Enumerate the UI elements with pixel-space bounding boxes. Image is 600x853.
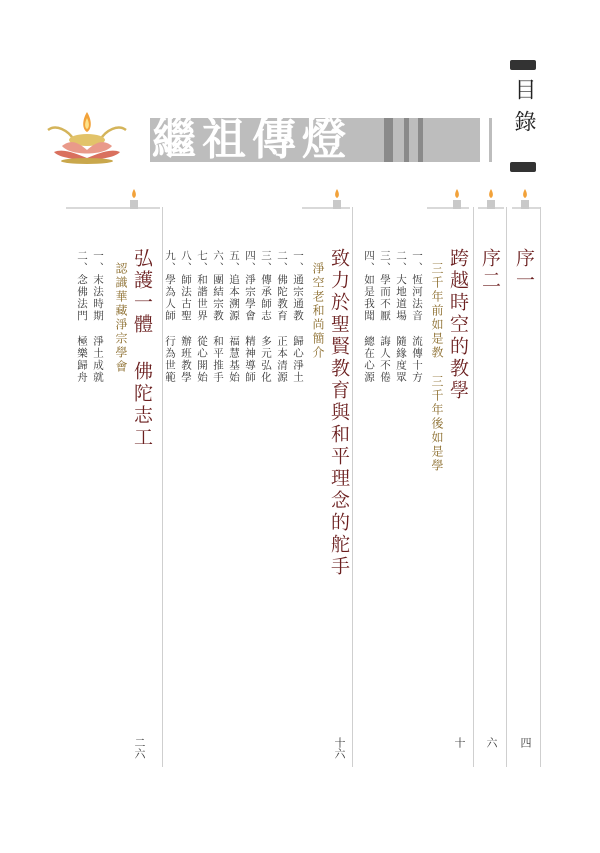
toc-list-item[interactable]: 九、學為人師 行為世範: [164, 250, 176, 384]
toc-preface2-title[interactable]: 序二: [479, 248, 501, 292]
toc-section3-subtitle: 認識華藏淨宗學會: [114, 262, 128, 374]
toc-section3-title[interactable]: 弘護一體 佛陀志工: [131, 248, 153, 449]
toc-list-item[interactable]: 四、淨宗學會 精神導師: [244, 250, 256, 384]
toc-list-item[interactable]: 八、師法古聖 辦班教學: [180, 250, 192, 384]
candle-icon: [332, 188, 342, 210]
toc-list-item[interactable]: 一、末法時期 淨土成就: [92, 250, 104, 384]
header-divider: [489, 118, 492, 162]
toc-list-item[interactable]: 七、和諧世界 從心開始: [196, 250, 208, 384]
candle-icon: [520, 188, 530, 210]
bracket-bottom-icon: [510, 162, 536, 172]
toc-preface2-page: 六: [485, 737, 498, 748]
toc-list-item[interactable]: 二、佛陀教育 正本清源: [276, 250, 288, 384]
toc-section2-page: 十六: [333, 737, 346, 759]
page-title: 繼祖傳燈: [152, 114, 352, 165]
toc-list-item[interactable]: 六、團結宗教 和平推手: [212, 250, 224, 384]
rule: [66, 207, 160, 209]
toc-label-box: [508, 60, 538, 172]
toc-label: 目錄: [511, 78, 536, 142]
toc-list-item[interactable]: 二、念佛法門 極樂歸舟: [76, 250, 88, 384]
rule: [302, 207, 350, 209]
toc-list-item[interactable]: 四、如是我聞 總在心源: [363, 250, 375, 384]
candle-icon: [129, 188, 139, 210]
column-divider: [352, 207, 353, 767]
column-divider: [162, 207, 163, 767]
toc-section1-subtitle: 三千年後如是學: [430, 375, 444, 473]
rule: [427, 207, 469, 209]
toc-section2-subtitle: 淨空老和尚簡介: [311, 262, 325, 360]
toc-preface1-title[interactable]: 序一: [513, 248, 535, 292]
column-divider: [506, 207, 507, 767]
toc-list-item[interactable]: 三、傳承師志 多元弘化: [260, 250, 272, 384]
column-divider: [540, 207, 541, 767]
toc-section1-title[interactable]: 跨越時空的教學: [447, 248, 469, 402]
toc-section1-subtitle: 三千年前如是教: [430, 262, 444, 360]
toc-list-item[interactable]: 二、大地道場 隨緣度眾: [395, 250, 407, 384]
toc-section3-page: 二六: [133, 737, 146, 759]
toc-list-item[interactable]: 三、學而不厭 誨人不倦: [379, 250, 391, 384]
toc-list-item[interactable]: 五、追本溯源 福慧基始: [228, 250, 240, 384]
candle-icon: [452, 188, 462, 210]
candle-icon: [486, 188, 496, 210]
toc-list-item[interactable]: 一、通宗通教 歸心淨土: [292, 250, 304, 384]
toc-list-item[interactable]: 一、恆河法音 流傳十方: [411, 250, 423, 384]
toc-preface1-page: 四: [519, 737, 532, 748]
toc-section1-page: 十: [453, 737, 466, 748]
bracket-top-icon: [510, 60, 536, 70]
toc-section2-title[interactable]: 致力於聖賢教育與和平理念的舵手: [328, 248, 350, 578]
column-divider: [473, 207, 474, 767]
lotus-lamp-icon: [44, 110, 130, 166]
